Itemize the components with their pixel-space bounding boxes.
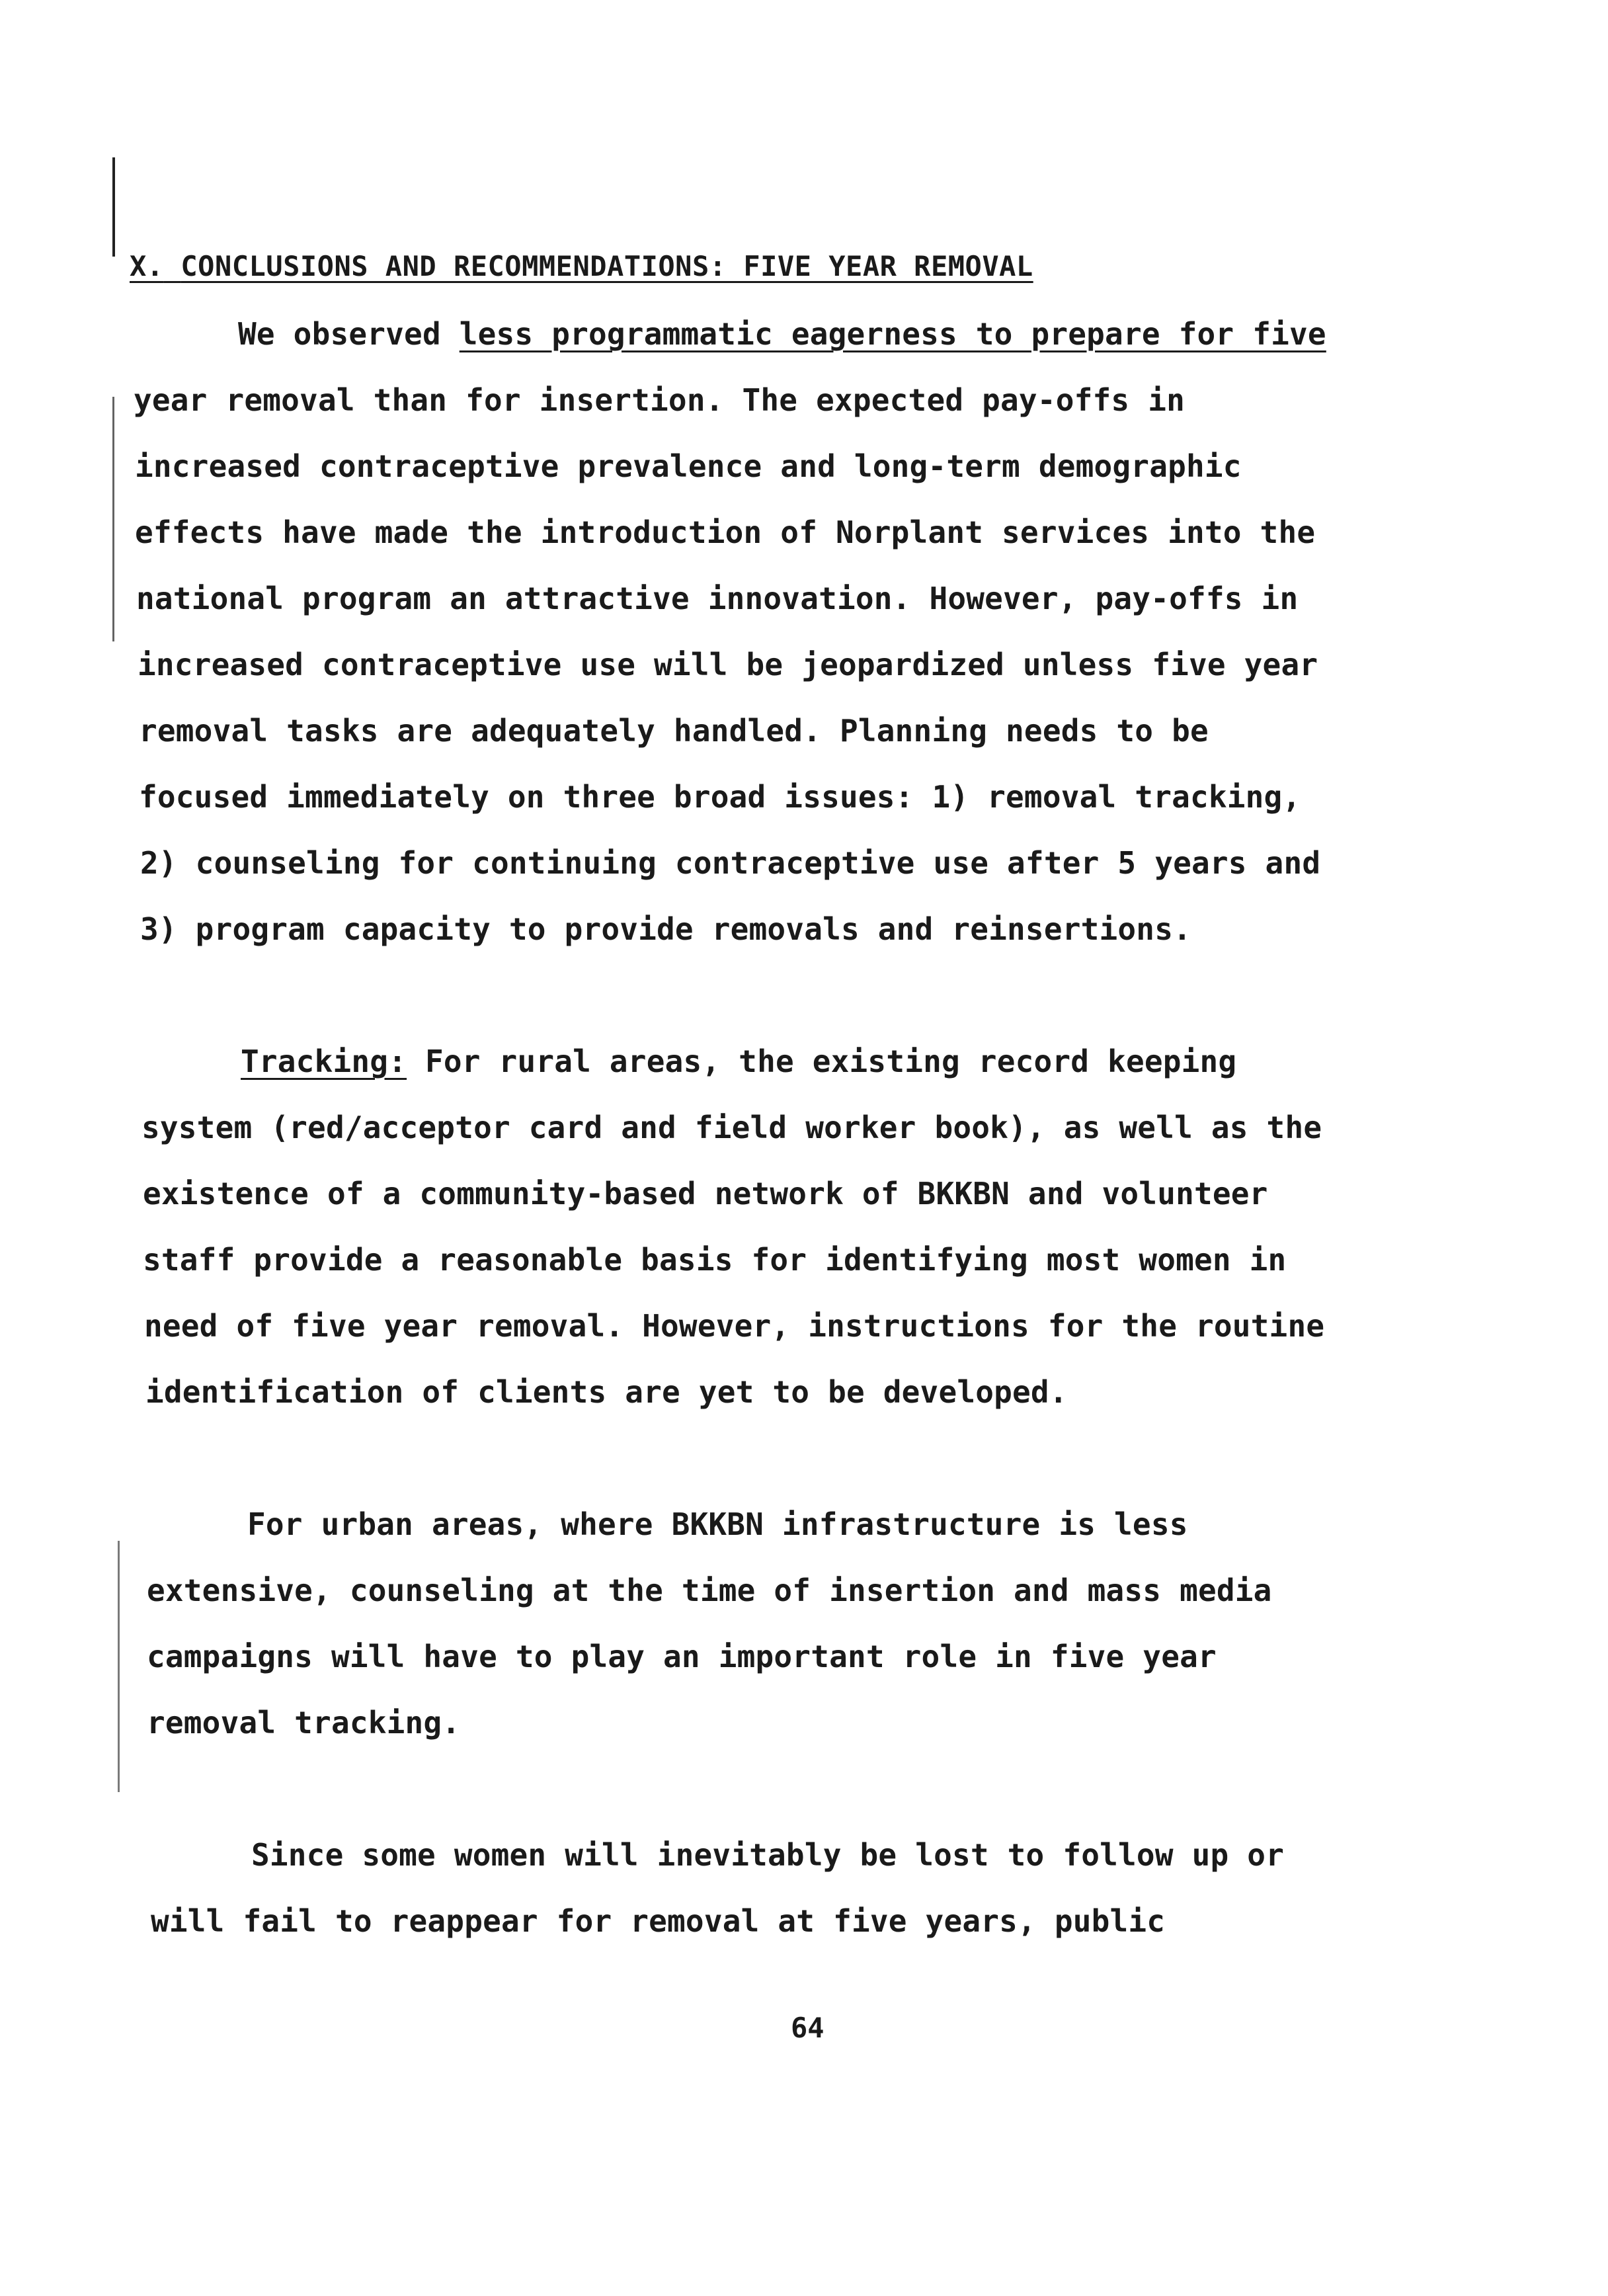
paragraph1-underlined-phrase: less programmatic eagerness to prepare for five	[459, 316, 1326, 352]
tracking-label: Tracking:	[241, 1044, 407, 1079]
paragraph1-line1	[238, 316, 1326, 352]
paragraph1-line6: increased contraceptive use will be jeopardized unless five year	[138, 647, 1318, 682]
paragraph2-line1	[241, 1044, 1236, 1079]
paragraph2-line3: existence of a community-based network of BKKBN and volunteer	[143, 1176, 1268, 1211]
margin-mark-top	[112, 157, 115, 257]
paragraph1-line9: 2) counseling for continuing contraceptive use after 5 years and	[140, 845, 1321, 881]
paragraph4-line2: will fail to reappear for removal at five years, public	[151, 1903, 1166, 1939]
paragraph2-line1-rest: For rural areas, the existing record keeping	[424, 1044, 1237, 1079]
section-number: X.	[130, 250, 164, 282]
paragraph3-line3: campaigns will have to play an important role in five year	[147, 1639, 1217, 1674]
paragraph3-line2: extensive, counseling at the time of insertion and mass media	[147, 1573, 1272, 1608]
paragraph1-line5: national program an attractive innovation. However, pay-offs in	[136, 581, 1299, 616]
paragraph1-line8: focused immediately on three broad issues: 1) removal tracking,	[139, 779, 1301, 815]
paragraph1-line10: 3) program capacity to provide removals and reinsertions.	[140, 911, 1191, 947]
section-title: CONCLUSIONS AND RECOMMENDATIONS: FIVE YEAR REMOVAL	[181, 250, 1033, 282]
paragraph1-line1-start: We observed	[238, 316, 441, 352]
paragraph1-line4: effects have made the introduction of Norplant services into the	[135, 514, 1316, 550]
paragraph3-line4: removal tracking.	[147, 1705, 461, 1741]
margin-mark-paragraph3	[118, 1541, 120, 1792]
paragraph4-line1: Since some women will inevitably be lost to follow up or	[251, 1837, 1285, 1873]
paragraph2-line6: identification of clients are yet to be developed.	[145, 1374, 1068, 1410]
margin-mark-paragraph1	[112, 397, 114, 641]
paragraph1-line3: increased contraceptive prevalence and long-term demographic	[135, 448, 1242, 484]
page-number: 64	[791, 2012, 824, 2044]
paragraph1-line2: year removal than for insertion. The expected pay-offs in	[134, 382, 1185, 418]
paragraph2-line5: need of five year removal. However, instructions for the routine	[144, 1308, 1325, 1344]
paragraph3-line1: For urban areas, where BKKBN infrastructure is less	[247, 1506, 1188, 1542]
section-heading	[130, 250, 1033, 282]
paragraph1-line7: removal tasks are adequately handled. Planning needs to be	[139, 713, 1209, 749]
paragraph2-line2: system (red/acceptor card and field worker book), as well as the	[141, 1110, 1322, 1145]
paragraph2-line4: staff provide a reasonable basis for identifying most women in	[143, 1242, 1287, 1278]
